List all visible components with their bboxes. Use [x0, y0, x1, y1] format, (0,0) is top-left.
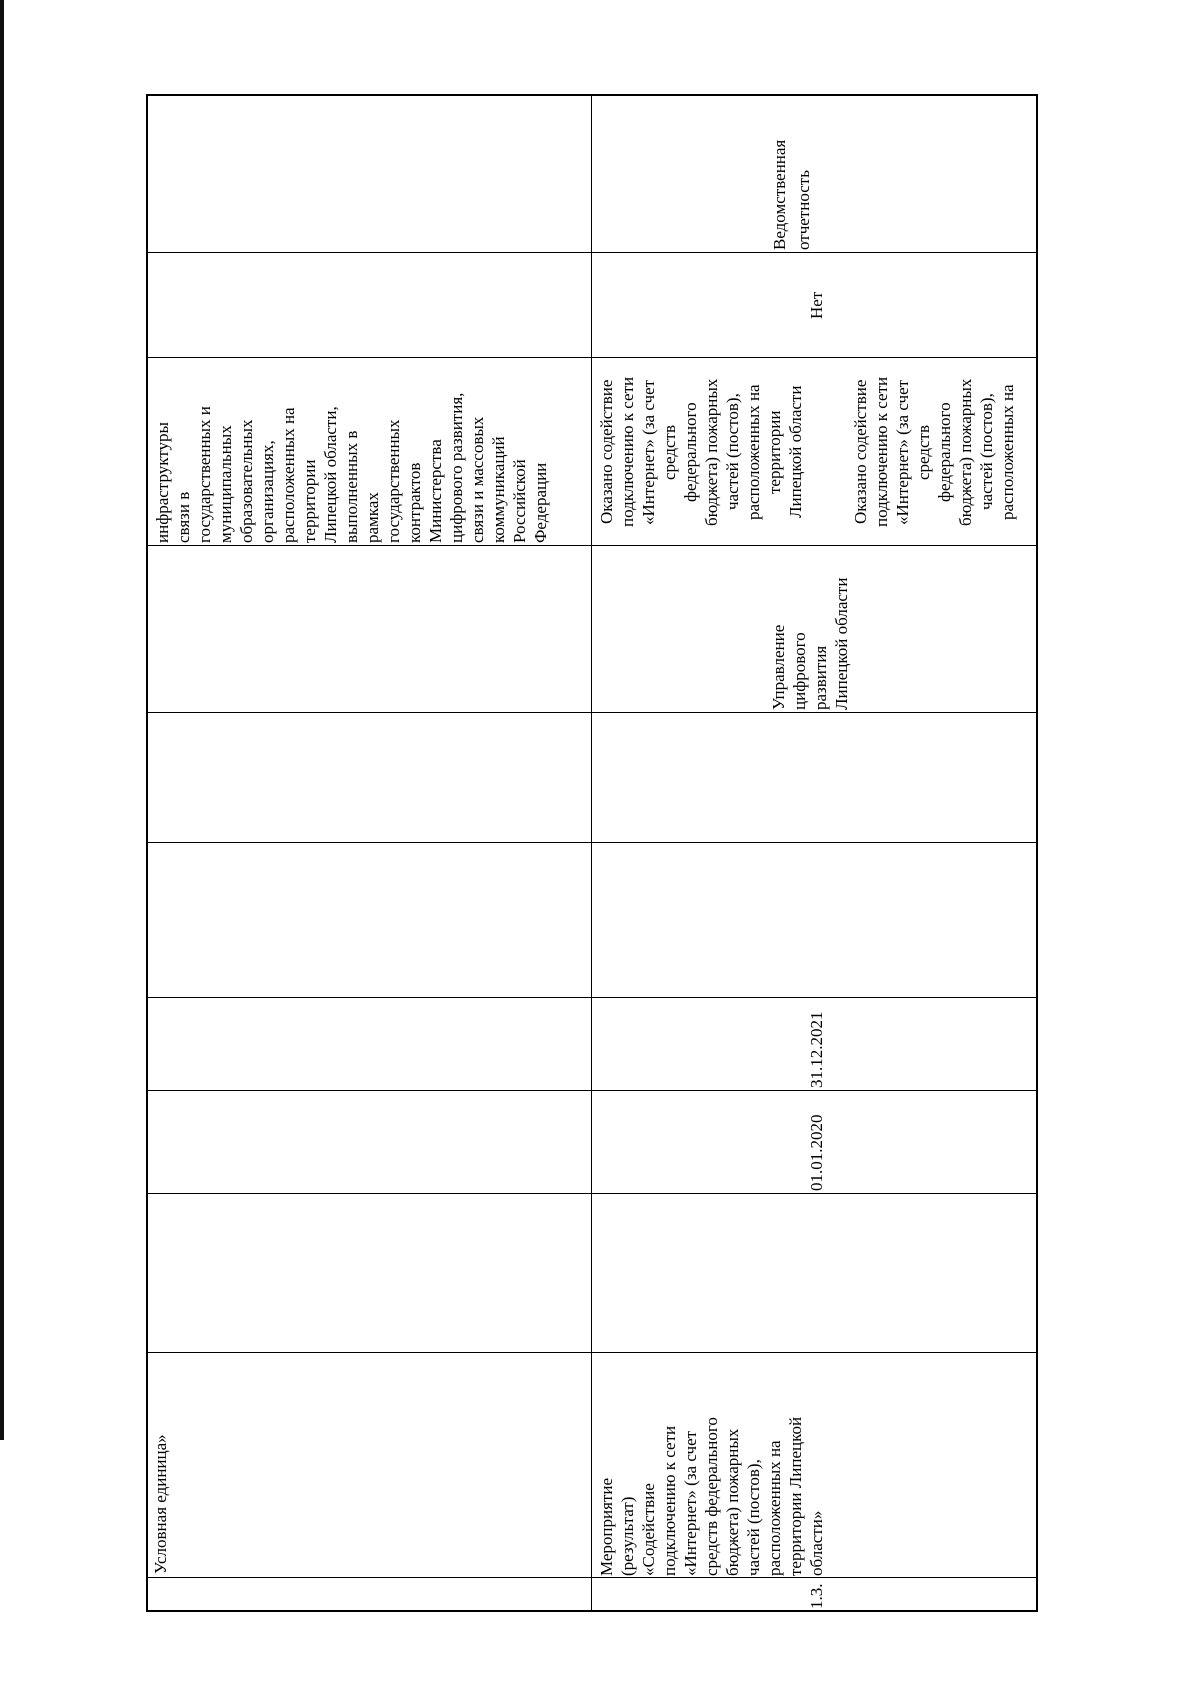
table-border-bottom	[146, 1610, 1038, 1612]
column-divider	[146, 545, 1038, 546]
end-date: 31.12.2021	[807, 1011, 826, 1088]
responsible-executor: Управление цифрового развития Липецкой области	[769, 577, 851, 710]
start-date: 01.01.2020	[807, 1114, 826, 1191]
column-divider	[146, 1352, 1038, 1353]
table-border-left	[146, 94, 148, 1612]
prev-row-unit-text: Условная единица»	[151, 1434, 170, 1574]
result-text-2: Оказано содействие подключению к сети «Интернет» (за счет средств федерального бюджета) пожарных частей (постов), расположенных на	[851, 376, 1017, 528]
column-divider	[146, 712, 1038, 713]
prev-row-result-text: инфраструктуры связи в государственных и муниципальных образовательных организациях, расположенных на территории Липецкой области, выполненных в рамках государственных контрактов Министерства цифрового развития, связи и массовых коммуникаций Российской Федерации	[153, 392, 550, 543]
reporting-form: Ведомственная отчетность	[770, 139, 813, 250]
table-row-separator	[591, 94, 592, 1612]
column-divider	[146, 252, 1038, 253]
table-border-right	[1036, 94, 1038, 1612]
column-divider	[146, 997, 1038, 998]
flag-value: Нет	[807, 291, 826, 319]
table-row-divider	[146, 1577, 1038, 1578]
column-divider	[146, 842, 1038, 843]
scan-edge	[0, 0, 4, 1440]
row-number: 1.3.	[807, 1583, 826, 1609]
column-divider	[146, 1193, 1038, 1194]
column-divider	[146, 357, 1038, 358]
row-title: Мероприятие (результат) «Содействие подключению к сети «Интернет» (за счет средств федерального бюджета) пожарных частей (постов), расположенных на территории Липецкой области»	[597, 1416, 826, 1576]
column-divider	[146, 1090, 1038, 1091]
result-text-1: Оказано содействие подключению к сети «Интернет» (за счет средств федерального бюджета) пожарных частей (постов), расположенных на территории Липецкой области	[597, 376, 805, 528]
table-border-top	[146, 94, 1038, 96]
